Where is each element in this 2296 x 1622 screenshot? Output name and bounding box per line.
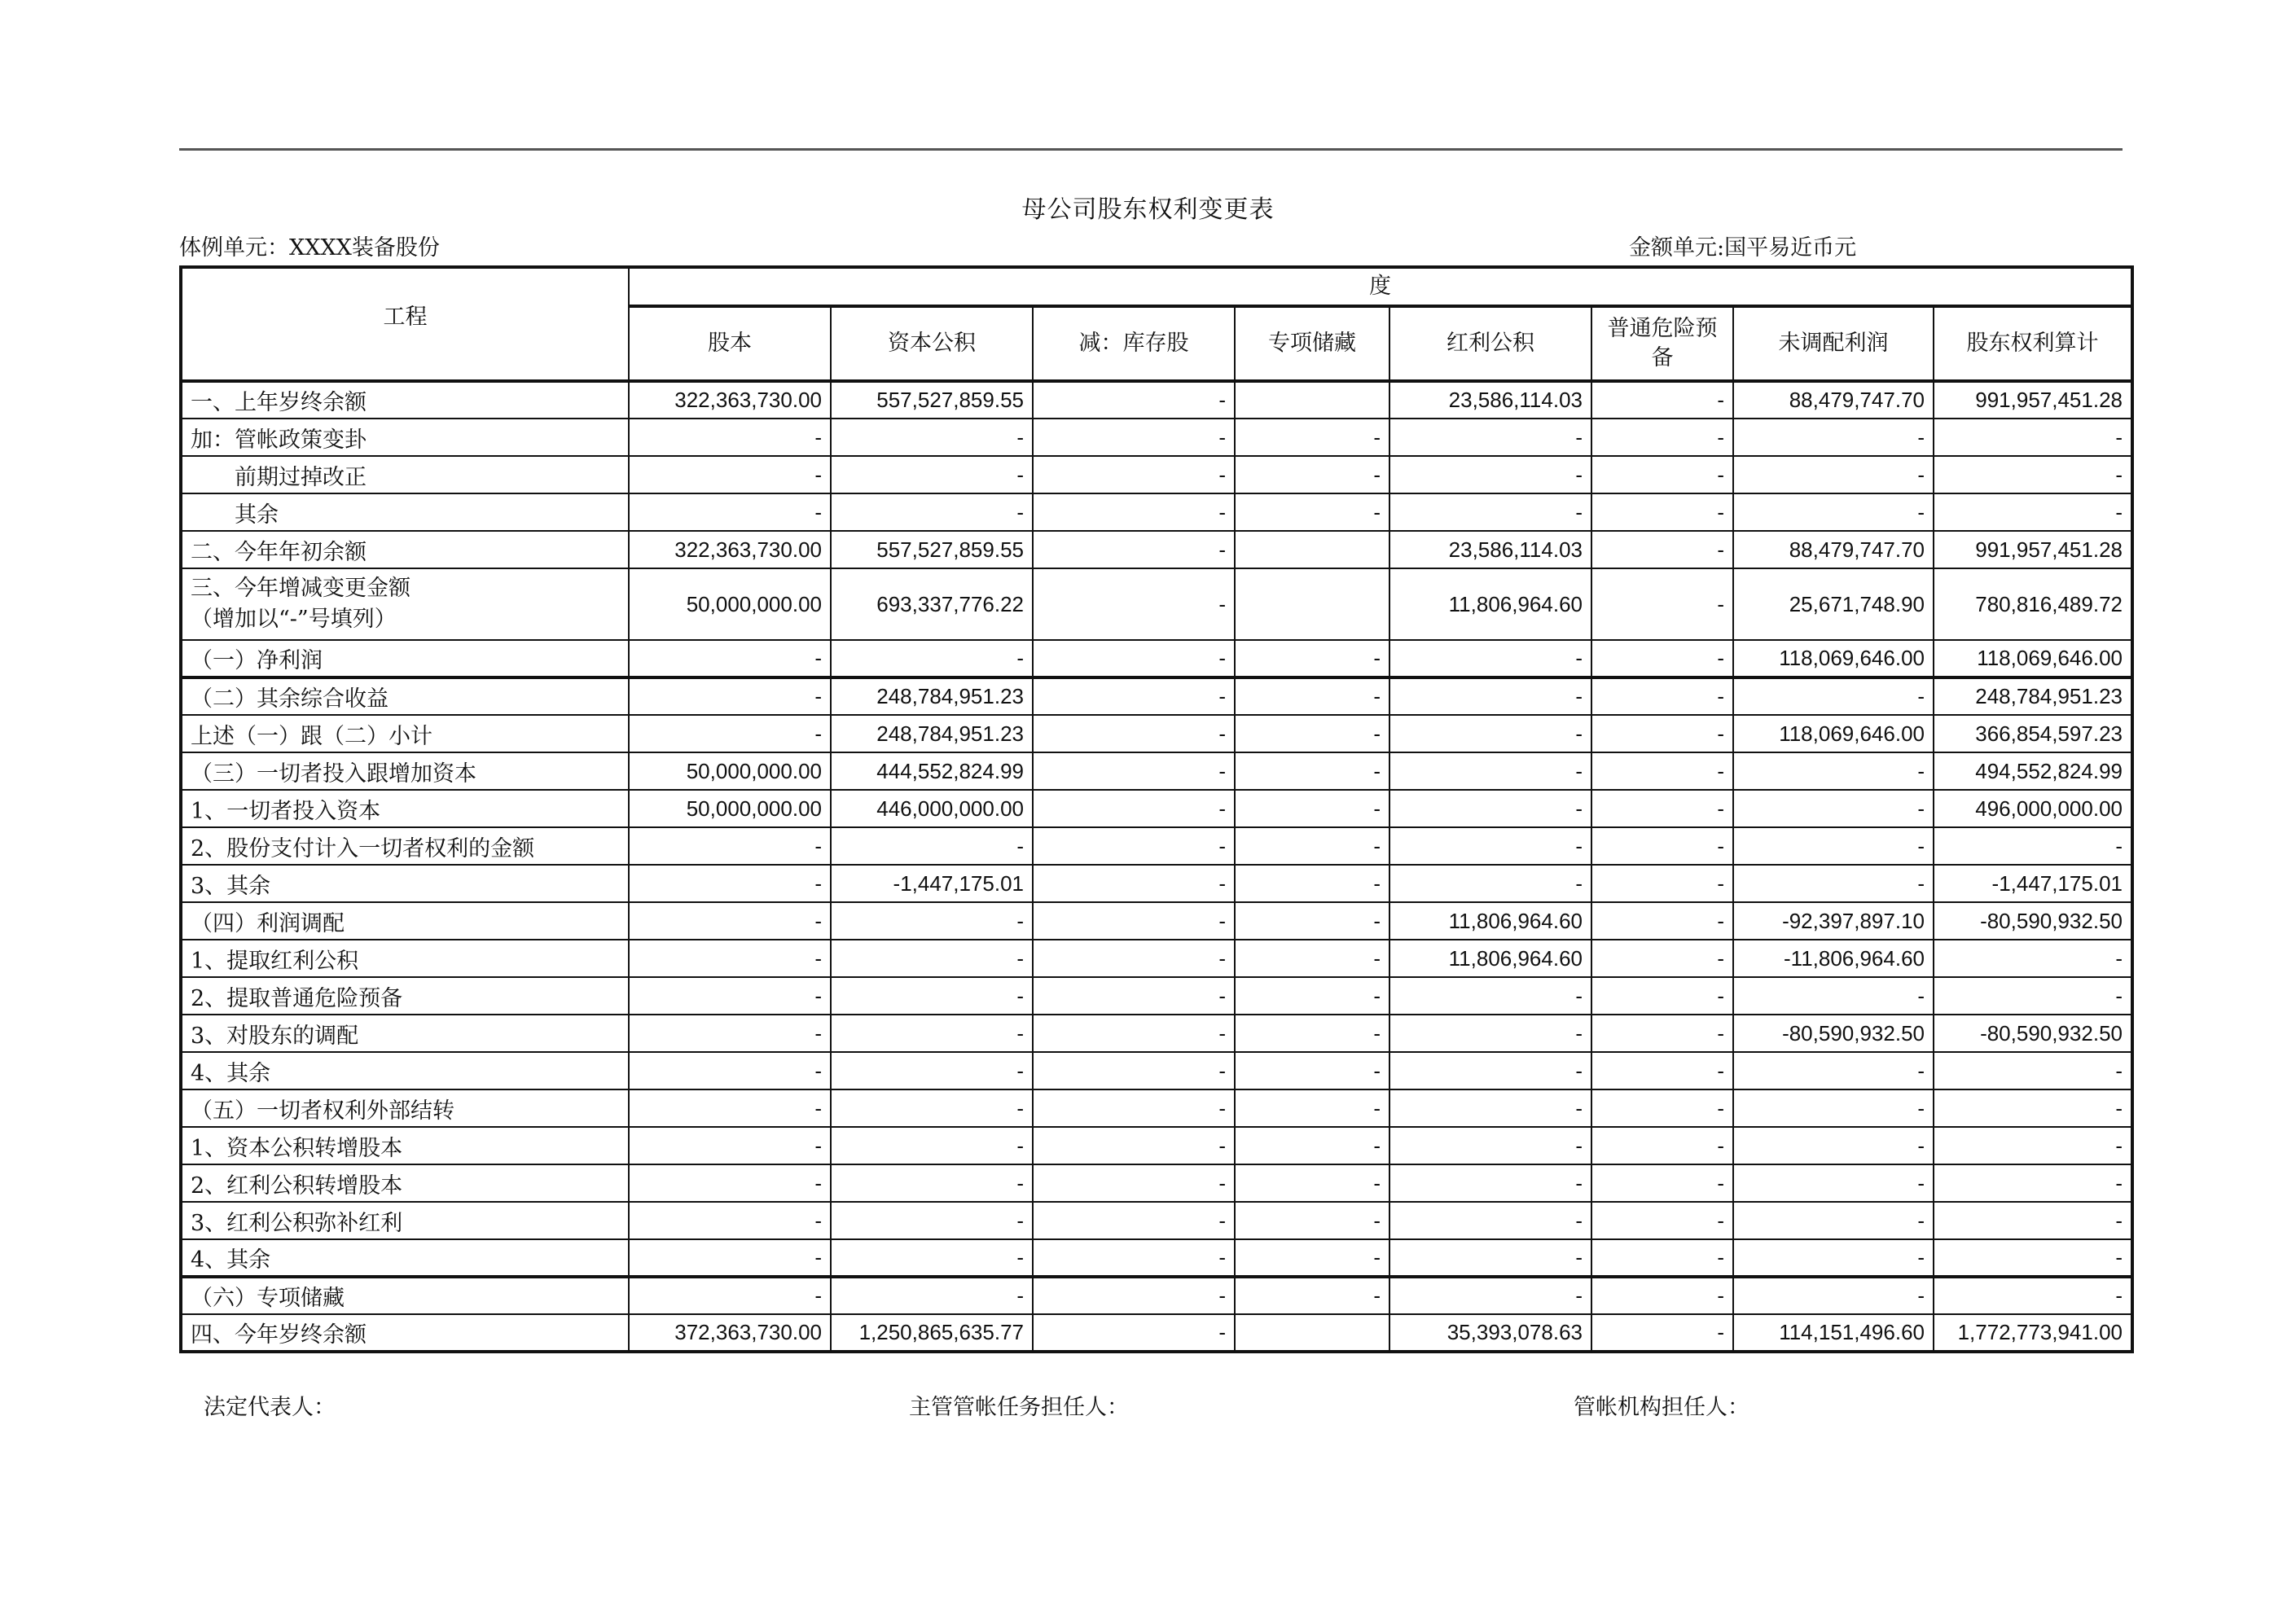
- cell-capital-reserve: -1,447,175.01: [831, 865, 1033, 902]
- cell-total-equity: -: [1934, 1277, 2132, 1314]
- cell-total-equity: -: [1934, 419, 2132, 456]
- cell-general-risk-reserve: -: [1591, 940, 1733, 977]
- row-label-line2: （增加以“-”号填列）: [191, 607, 397, 632]
- row-label: （二）其余综合收益: [181, 677, 629, 715]
- cell-special-reserve: -: [1235, 677, 1389, 715]
- table-row: [181, 677, 2132, 715]
- cell-share-capital: -: [629, 456, 831, 493]
- cell-share-capital: -: [629, 977, 831, 1015]
- cell-special-reserve: -: [1235, 1089, 1389, 1127]
- row-label: 2、红利公积转增股本: [181, 1164, 629, 1202]
- cell-total-equity: -: [1934, 493, 2132, 531]
- row-label: （三）一切者投入跟增加资本: [181, 752, 629, 790]
- cell-treasury-stock: -: [1033, 977, 1235, 1015]
- cell-capital-reserve: 446,000,000.00: [831, 790, 1033, 827]
- cell-undistributed-profit: -: [1733, 865, 1934, 902]
- cell-general-risk-reserve: -: [1591, 902, 1733, 940]
- cell-special-reserve: -: [1235, 752, 1389, 790]
- cell-special-reserve: -: [1235, 456, 1389, 493]
- cell-treasury-stock: -: [1033, 902, 1235, 940]
- cell-surplus-reserve: 11,806,964.60: [1389, 568, 1591, 640]
- cell-surplus-reserve: 11,806,964.60: [1389, 940, 1591, 977]
- cell-surplus-reserve: -: [1389, 640, 1591, 677]
- cell-special-reserve: [1235, 1314, 1389, 1352]
- cell-general-risk-reserve: -: [1591, 715, 1733, 752]
- cell-undistributed-profit: -11,806,964.60: [1733, 940, 1934, 977]
- cell-treasury-stock: -: [1033, 381, 1235, 419]
- cell-total-equity: 494,552,824.99: [1934, 752, 2132, 790]
- cell-capital-reserve: -: [831, 902, 1033, 940]
- cell-share-capital: -: [629, 1277, 831, 1314]
- cell-undistributed-profit: 25,671,748.90: [1733, 568, 1934, 640]
- row-label: 加：管帐政策变卦: [181, 419, 629, 456]
- row-label: 3、红利公积弥补红利: [181, 1202, 629, 1239]
- cell-surplus-reserve: -: [1389, 827, 1591, 865]
- cell-share-capital: 322,363,730.00: [629, 531, 831, 568]
- row-label: （四）利润调配: [181, 902, 629, 940]
- cell-treasury-stock: -: [1033, 1202, 1235, 1239]
- cell-share-capital: -: [629, 827, 831, 865]
- row-label: （一）净利润: [181, 640, 629, 677]
- cell-surplus-reserve: 35,393,078.63: [1389, 1314, 1591, 1352]
- cell-share-capital: -: [629, 1202, 831, 1239]
- cell-special-reserve: -: [1235, 715, 1389, 752]
- table-row: [181, 1164, 2132, 1202]
- cell-capital-reserve: -: [831, 1127, 1033, 1164]
- cell-general-risk-reserve: -: [1591, 1015, 1733, 1052]
- cell-general-risk-reserve: -: [1591, 1314, 1733, 1352]
- cell-treasury-stock: -: [1033, 1314, 1235, 1352]
- cell-treasury-stock: -: [1033, 1052, 1235, 1089]
- row-label: （五）一切者权利外部结转: [181, 1089, 629, 1127]
- cell-treasury-stock: -: [1033, 715, 1235, 752]
- cell-share-capital: -: [629, 1015, 831, 1052]
- cell-undistributed-profit: -: [1733, 456, 1934, 493]
- row-label: （六）专项储藏: [181, 1277, 629, 1314]
- cell-special-reserve: [1235, 381, 1389, 419]
- cell-share-capital: -: [629, 677, 831, 715]
- cell-general-risk-reserve: -: [1591, 827, 1733, 865]
- cell-special-reserve: -: [1235, 940, 1389, 977]
- table-row: [181, 977, 2132, 1015]
- cell-undistributed-profit: -: [1733, 1164, 1934, 1202]
- cell-undistributed-profit: -92,397,897.10: [1733, 902, 1934, 940]
- table-row: [181, 827, 2132, 865]
- cell-share-capital: -: [629, 902, 831, 940]
- cell-surplus-reserve: 23,586,114.03: [1389, 531, 1591, 568]
- cell-surplus-reserve: -: [1389, 1015, 1591, 1052]
- cell-general-risk-reserve: -: [1591, 456, 1733, 493]
- cell-share-capital: -: [629, 940, 831, 977]
- cell-share-capital: 50,000,000.00: [629, 752, 831, 790]
- cell-capital-reserve: -: [831, 1239, 1033, 1277]
- row-label: 二、今年年初余额: [181, 531, 629, 568]
- cell-undistributed-profit: -: [1733, 752, 1934, 790]
- cell-capital-reserve: -: [831, 640, 1033, 677]
- cell-treasury-stock: -: [1033, 677, 1235, 715]
- table-row: [181, 1277, 2132, 1314]
- cell-special-reserve: [1235, 531, 1389, 568]
- table-row: [181, 902, 2132, 940]
- cell-share-capital: -: [629, 1127, 831, 1164]
- cell-surplus-reserve: -: [1389, 1127, 1591, 1164]
- table-row: [181, 456, 2132, 493]
- cell-share-capital: 50,000,000.00: [629, 568, 831, 640]
- cell-special-reserve: -: [1235, 1239, 1389, 1277]
- table-body: [181, 381, 2132, 1352]
- cell-general-risk-reserve: -: [1591, 1052, 1733, 1089]
- cell-general-risk-reserve: -: [1591, 977, 1733, 1015]
- cell-undistributed-profit: 114,151,496.60: [1733, 1314, 1934, 1352]
- cell-special-reserve: -: [1235, 1202, 1389, 1239]
- cell-total-equity: 496,000,000.00: [1934, 790, 2132, 827]
- cell-capital-reserve: 248,784,951.23: [831, 677, 1033, 715]
- cell-surplus-reserve: -: [1389, 715, 1591, 752]
- row-label: 4、其余: [181, 1052, 629, 1089]
- page-title: 母公司股东权利变更表: [1021, 195, 1275, 224]
- cell-surplus-reserve: -: [1389, 865, 1591, 902]
- cell-surplus-reserve: -: [1389, 677, 1591, 715]
- cell-general-risk-reserve: -: [1591, 865, 1733, 902]
- cell-undistributed-profit: 118,069,646.00: [1733, 715, 1934, 752]
- cell-total-equity: -: [1934, 1164, 2132, 1202]
- cell-special-reserve: -: [1235, 1164, 1389, 1202]
- cell-capital-reserve: -: [831, 1202, 1033, 1239]
- table-row: [181, 568, 2132, 640]
- cell-special-reserve: -: [1235, 977, 1389, 1015]
- cell-capital-reserve: -: [831, 940, 1033, 977]
- row-label: [181, 568, 629, 640]
- cell-surplus-reserve: -: [1389, 1277, 1591, 1314]
- cell-surplus-reserve: -: [1389, 977, 1591, 1015]
- table-row: [181, 940, 2132, 977]
- cell-share-capital: -: [629, 1239, 831, 1277]
- table-row: [181, 640, 2132, 677]
- cell-share-capital: -: [629, 493, 831, 531]
- cell-undistributed-profit: -: [1733, 1277, 1934, 1314]
- cell-special-reserve: -: [1235, 1015, 1389, 1052]
- cell-capital-reserve: 444,552,824.99: [831, 752, 1033, 790]
- cell-treasury-stock: -: [1033, 531, 1235, 568]
- cell-total-equity: -: [1934, 1202, 2132, 1239]
- cell-special-reserve: -: [1235, 1127, 1389, 1164]
- table-row: [181, 1127, 2132, 1164]
- cell-undistributed-profit: -: [1733, 1127, 1934, 1164]
- cell-capital-reserve: -: [831, 1052, 1033, 1089]
- cell-capital-reserve: 693,337,776.22: [831, 568, 1033, 640]
- row-label: 1、提取红利公积: [181, 940, 629, 977]
- signature-accounting-head: 管帐机构担任人：: [1574, 1395, 1749, 1420]
- cell-treasury-stock: -: [1033, 1127, 1235, 1164]
- cell-undistributed-profit: -: [1733, 977, 1934, 1015]
- cell-treasury-stock: -: [1033, 790, 1235, 827]
- cell-total-equity: -80,590,932.50: [1934, 902, 2132, 940]
- cell-special-reserve: -: [1235, 640, 1389, 677]
- cell-share-capital: -: [629, 715, 831, 752]
- currency-unit: 金额单元:国平易近币元: [1629, 235, 1857, 261]
- row-label: 1、资本公积转增股本: [181, 1127, 629, 1164]
- cell-treasury-stock: -: [1033, 640, 1235, 677]
- cell-treasury-stock: -: [1033, 1015, 1235, 1052]
- cell-total-equity: 1,772,773,941.00: [1934, 1314, 2132, 1352]
- cell-total-equity: 991,957,451.28: [1934, 381, 2132, 419]
- cell-general-risk-reserve: -: [1591, 752, 1733, 790]
- cell-general-risk-reserve: -: [1591, 1277, 1733, 1314]
- table-row: [181, 1239, 2132, 1277]
- cell-surplus-reserve: -: [1389, 1202, 1591, 1239]
- cell-surplus-reserve: 11,806,964.60: [1389, 902, 1591, 940]
- cell-surplus-reserve: 23,586,114.03: [1389, 381, 1591, 419]
- column-header-surplus-reserve: 红利公积: [1389, 306, 1591, 381]
- cell-treasury-stock: -: [1033, 827, 1235, 865]
- cell-general-risk-reserve: -: [1591, 790, 1733, 827]
- column-header-undistributed-profit: 未调配利润: [1733, 306, 1934, 381]
- cell-share-capital: -: [629, 1164, 831, 1202]
- cell-general-risk-reserve: -: [1591, 640, 1733, 677]
- cell-total-equity: 991,957,451.28: [1934, 531, 2132, 568]
- cell-treasury-stock: -: [1033, 1164, 1235, 1202]
- table-row: [181, 531, 2132, 568]
- cell-share-capital: 372,363,730.00: [629, 1314, 831, 1352]
- cell-capital-reserve: -: [831, 1277, 1033, 1314]
- cell-surplus-reserve: -: [1389, 419, 1591, 456]
- cell-general-risk-reserve: -: [1591, 677, 1733, 715]
- row-label: 1、一切者投入资本: [181, 790, 629, 827]
- cell-general-risk-reserve: -: [1591, 419, 1733, 456]
- cell-general-risk-reserve: -: [1591, 1164, 1733, 1202]
- cell-share-capital: -: [629, 419, 831, 456]
- table-row: [181, 1015, 2132, 1052]
- cell-surplus-reserve: -: [1389, 1052, 1591, 1089]
- cell-undistributed-profit: 88,479,747.70: [1733, 531, 1934, 568]
- cell-special-reserve: -: [1235, 827, 1389, 865]
- cell-capital-reserve: 1,250,865,635.77: [831, 1314, 1033, 1352]
- cell-special-reserve: -: [1235, 902, 1389, 940]
- cell-undistributed-profit: -: [1733, 1052, 1934, 1089]
- row-label: 2、提取普通危险预备: [181, 977, 629, 1015]
- cell-general-risk-reserve: -: [1591, 381, 1733, 419]
- cell-treasury-stock: -: [1033, 865, 1235, 902]
- column-header-general-risk-reserve: 普通危险预备: [1591, 306, 1733, 381]
- cell-capital-reserve: -: [831, 1015, 1033, 1052]
- cell-total-equity: -: [1934, 456, 2132, 493]
- cell-general-risk-reserve: -: [1591, 1202, 1733, 1239]
- table-row: [181, 1314, 2132, 1352]
- row-label: 2、股份支付计入一切者权利的金额: [181, 827, 629, 865]
- cell-treasury-stock: -: [1033, 493, 1235, 531]
- row-label: 前期过掉改正: [181, 456, 629, 493]
- table-row: [181, 790, 2132, 827]
- cell-general-risk-reserve: -: [1591, 493, 1733, 531]
- cell-treasury-stock: -: [1033, 1277, 1235, 1314]
- cell-share-capital: -: [629, 865, 831, 902]
- row-label: 上述（一）跟（二）小计: [181, 715, 629, 752]
- cell-capital-reserve: 557,527,859.55: [831, 381, 1033, 419]
- column-header-total-equity: 股东权利算计: [1934, 306, 2132, 381]
- cell-surplus-reserve: -: [1389, 1239, 1591, 1277]
- cell-treasury-stock: -: [1033, 419, 1235, 456]
- cell-treasury-stock: -: [1033, 568, 1235, 640]
- cell-treasury-stock: -: [1033, 940, 1235, 977]
- cell-share-capital: -: [629, 1052, 831, 1089]
- cell-undistributed-profit: -: [1733, 1089, 1934, 1127]
- table-row: [181, 419, 2132, 456]
- table-row: [181, 715, 2132, 752]
- cell-share-capital: -: [629, 1089, 831, 1127]
- cell-total-equity: -1,447,175.01: [1934, 865, 2132, 902]
- cell-special-reserve: -: [1235, 790, 1389, 827]
- cell-capital-reserve: -: [831, 419, 1033, 456]
- table-row: [181, 865, 2132, 902]
- row-label: 4、其余: [181, 1239, 629, 1277]
- cell-total-equity: 366,854,597.23: [1934, 715, 2132, 752]
- cell-total-equity: -80,590,932.50: [1934, 1015, 2132, 1052]
- cell-special-reserve: -: [1235, 419, 1389, 456]
- cell-capital-reserve: -: [831, 493, 1033, 531]
- column-header-treasury-stock: 减：库存股: [1033, 306, 1235, 381]
- header-item: 工程: [181, 267, 629, 381]
- cell-surplus-reserve: -: [1389, 1164, 1591, 1202]
- cell-total-equity: 248,784,951.23: [1934, 677, 2132, 715]
- cell-treasury-stock: -: [1033, 752, 1235, 790]
- cell-undistributed-profit: -: [1733, 419, 1934, 456]
- cell-general-risk-reserve: -: [1591, 1239, 1733, 1277]
- header-group: 度: [629, 267, 2132, 306]
- cell-total-equity: 780,816,489.72: [1934, 568, 2132, 640]
- cell-general-risk-reserve: -: [1591, 568, 1733, 640]
- cell-total-equity: -: [1934, 827, 2132, 865]
- cell-undistributed-profit: 118,069,646.00: [1733, 640, 1934, 677]
- cell-capital-reserve: -: [831, 1089, 1033, 1127]
- cell-undistributed-profit: -: [1733, 493, 1934, 531]
- row-label: 3、对股东的调配: [181, 1015, 629, 1052]
- cell-undistributed-profit: -: [1733, 677, 1934, 715]
- cell-capital-reserve: 248,784,951.23: [831, 715, 1033, 752]
- top-rule: [179, 148, 2123, 151]
- cell-total-equity: 118,069,646.00: [1934, 640, 2132, 677]
- cell-surplus-reserve: -: [1389, 493, 1591, 531]
- cell-capital-reserve: -: [831, 977, 1033, 1015]
- cell-share-capital: 322,363,730.00: [629, 381, 831, 419]
- table-row: [181, 1089, 2132, 1127]
- cell-special-reserve: -: [1235, 1052, 1389, 1089]
- cell-treasury-stock: -: [1033, 1089, 1235, 1127]
- cell-treasury-stock: -: [1033, 456, 1235, 493]
- cell-general-risk-reserve: -: [1591, 1089, 1733, 1127]
- reporting-entity: 体例单元：XXXX装备股份: [179, 235, 440, 261]
- cell-undistributed-profit: -: [1733, 1202, 1934, 1239]
- cell-undistributed-profit: 88,479,747.70: [1733, 381, 1934, 419]
- row-label: 四、今年岁终余额: [181, 1314, 629, 1352]
- cell-undistributed-profit: -: [1733, 1239, 1934, 1277]
- cell-capital-reserve: 557,527,859.55: [831, 531, 1033, 568]
- cell-total-equity: -: [1934, 1127, 2132, 1164]
- table-row: [181, 1202, 2132, 1239]
- column-header-capital-reserve: 资本公积: [831, 306, 1033, 381]
- cell-total-equity: -: [1934, 1239, 2132, 1277]
- row-label: 一、上年岁终余额: [181, 381, 629, 419]
- signature-finance-head: 主管管帐任务担任人：: [909, 1395, 1129, 1420]
- cell-total-equity: -: [1934, 977, 2132, 1015]
- equity-change-table: [179, 265, 2134, 1353]
- cell-surplus-reserve: -: [1389, 456, 1591, 493]
- cell-total-equity: -: [1934, 1052, 2132, 1089]
- cell-share-capital: -: [629, 640, 831, 677]
- table-row: [181, 493, 2132, 531]
- row-label: 其余: [181, 493, 629, 531]
- cell-capital-reserve: -: [831, 456, 1033, 493]
- cell-special-reserve: -: [1235, 493, 1389, 531]
- column-header-share-capital: 股本: [629, 306, 831, 381]
- cell-special-reserve: -: [1235, 865, 1389, 902]
- cell-total-equity: -: [1934, 940, 2132, 977]
- cell-special-reserve: -: [1235, 1277, 1389, 1314]
- signature-legal-rep: 法定代表人：: [204, 1395, 336, 1420]
- column-header-special-reserve: 专项储藏: [1235, 306, 1389, 381]
- cell-undistributed-profit: -80,590,932.50: [1733, 1015, 1934, 1052]
- cell-share-capital: 50,000,000.00: [629, 790, 831, 827]
- cell-capital-reserve: -: [831, 827, 1033, 865]
- table-row: [181, 752, 2132, 790]
- cell-surplus-reserve: -: [1389, 752, 1591, 790]
- cell-undistributed-profit: -: [1733, 790, 1934, 827]
- cell-surplus-reserve: -: [1389, 1089, 1591, 1127]
- row-label-line1: 三、今年增减变更金额: [191, 576, 410, 601]
- cell-special-reserve: [1235, 568, 1389, 640]
- cell-general-risk-reserve: -: [1591, 1127, 1733, 1164]
- row-label: 3、其余: [181, 865, 629, 902]
- table-row: [181, 1052, 2132, 1089]
- cell-treasury-stock: -: [1033, 1239, 1235, 1277]
- table-row: [181, 381, 2132, 419]
- cell-surplus-reserve: -: [1389, 790, 1591, 827]
- cell-total-equity: -: [1934, 1089, 2132, 1127]
- cell-general-risk-reserve: -: [1591, 531, 1733, 568]
- cell-capital-reserve: -: [831, 1164, 1033, 1202]
- cell-undistributed-profit: -: [1733, 827, 1934, 865]
